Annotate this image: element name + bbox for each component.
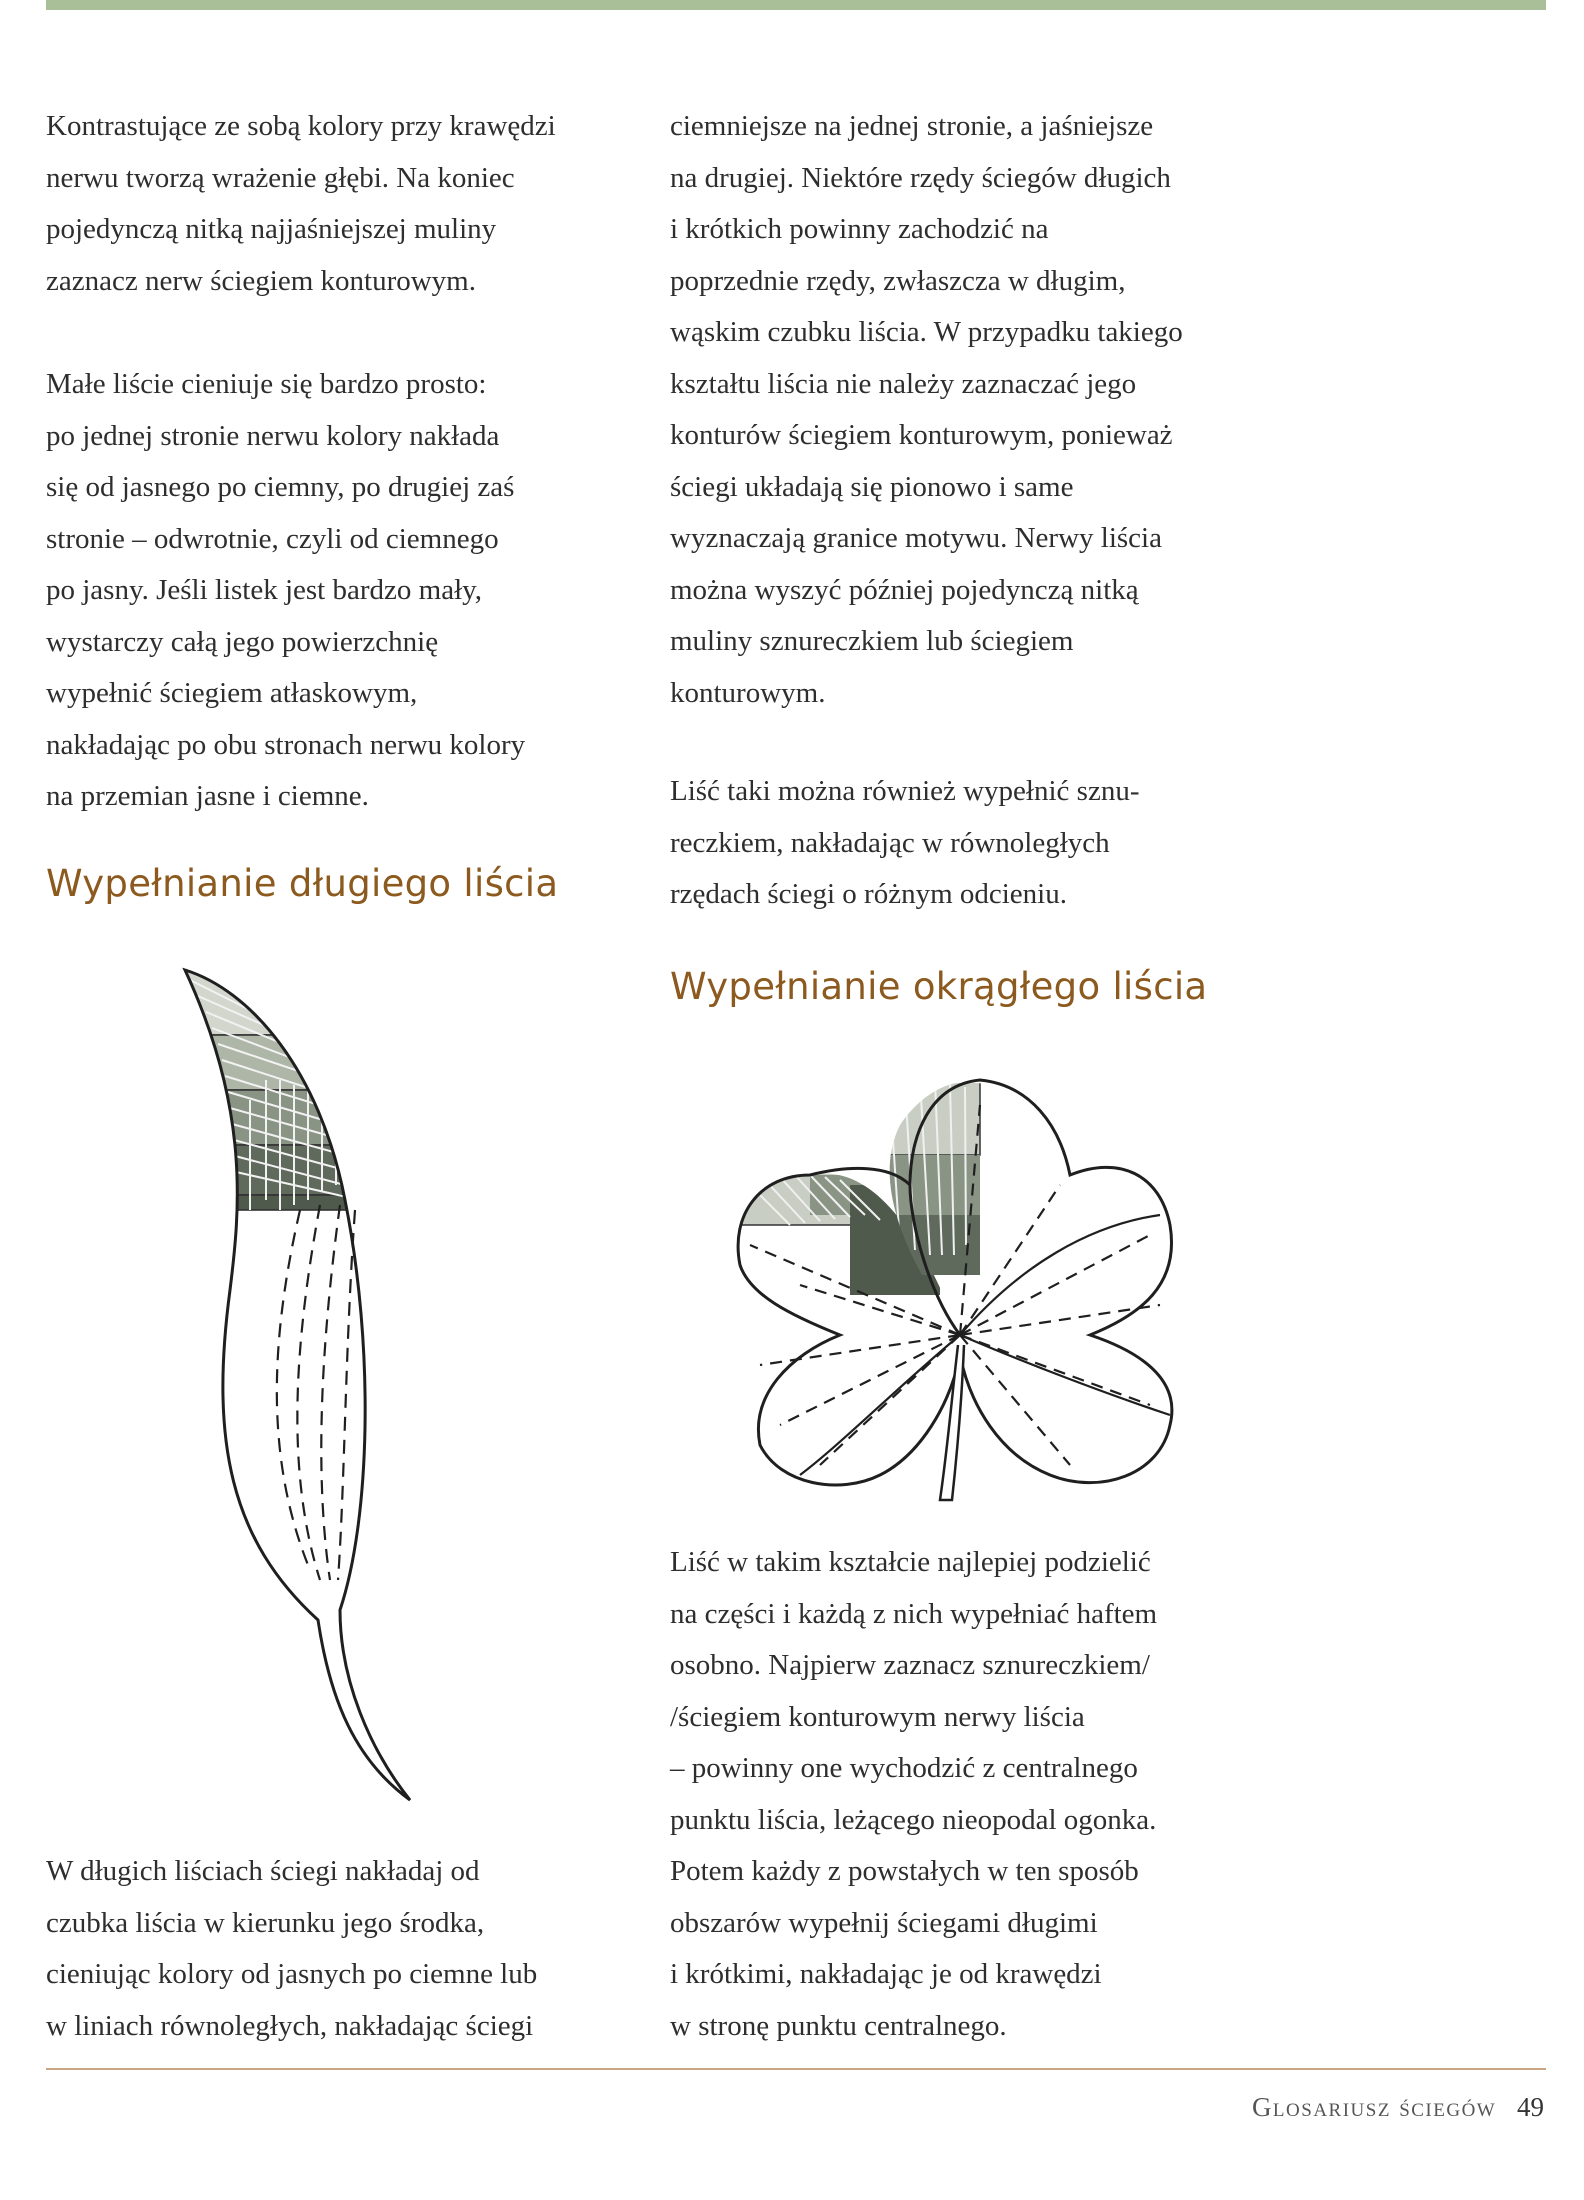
text-line: obszarów wypełnij ściegami długimi [670,1906,1098,1939]
right-column-block-2 [670,766,1310,921]
page-number: 49 [1517,2092,1544,2122]
text-line: i krótkimi, nakładając je od krawędzi [670,1958,1102,1990]
text-line: i krótkich powinny zachodzić na [670,213,1049,245]
text-line: wypełnić ściegiem atłaskowym, [46,677,418,709]
text-line: na przemian jasne i ciemne. [46,780,369,812]
text-line: można wyszyć później pojedynczą nitką [670,573,1139,606]
text-line: stronie – odwrotnie, czyli od ciemnego [46,522,499,555]
text-line: poprzednie rzędy, zwłaszcza w długim, [670,264,1126,297]
text-line: pojedynczą nitką najjaśniejszej muliny [46,213,497,245]
left-paragraph-1 [46,101,686,307]
footer-rule [46,2068,1546,2070]
right-paragraph-3 [670,1537,1310,2052]
text-line: na drugiej. Niektóre rzędy ściegów długich [670,161,1171,194]
text-line: punktu liścia, leżącego nieopodal ogonka. [670,1803,1157,1836]
left-column [46,101,686,307]
text-line: konturowym. [670,676,826,709]
text-line: Potem każdy z powstałych w ten sposób [670,1855,1139,1887]
text-line: się od jasnego po ciemny, po drugiej zaś [46,471,515,503]
text-line: ciemniejsze na jednej stronie, a jaśniejsze [670,110,1154,142]
text-line: reczkiem, nakładając w równoległych [670,826,1110,859]
text-line: ściegi układają się pionowo i same [670,470,1074,503]
text-line: W długich liściach ściegi nakładaj od [46,1855,480,1887]
text-line: Liść w takim kształcie najlepiej podzielić [670,1546,1151,1578]
text-line: nerwu tworzą wrażenie głębi. Na koniec [46,161,515,194]
section-heading-round-leaf: Wypełnianie okrągłego liścia [670,965,1208,1008]
top-color-band [46,0,1546,10]
section-heading-long-leaf: Wypełnianie długiego liścia [46,862,559,905]
text-line: nakładając po obu stronach nerwu kolory [46,728,526,761]
text-line: kształtu liścia nie należy zaznaczać jego [670,367,1137,400]
running-footer-title: Glosariusz ściegów [1251,2092,1497,2122]
left-column-block-3 [46,1846,686,2052]
text-line: zaznacz nerw ściegiem konturowym. [46,264,476,297]
text-line: po jednej stronie nerwu kolory nakłada [46,419,500,452]
left-paragraph-3 [46,1846,686,2052]
text-line: wyznaczają granice motywu. Nerwy liścia [670,522,1162,554]
vein-lines [277,1205,355,1580]
right-column [670,101,1310,719]
text-line: konturów ściegiem konturowym, ponieważ [670,419,1173,451]
page-footer [1252,2092,1544,2123]
text-line: Kontrastujące ze sobą kolory przy krawędzi [46,110,556,142]
left-paragraph-2 [46,359,686,823]
right-column-block-3 [670,1537,1310,2052]
text-line: po jasny. Jeśli listek jest bardzo mały, [46,574,482,606]
text-line: czubka liścia w kierunku jego środka, [46,1906,485,1939]
text-line: /ściegiem konturowym nerwy liścia [670,1700,1085,1733]
text-line: Małe liście cieniuje się bardzo prosto: [46,368,487,400]
left-column-block-2 [46,359,686,823]
text-line: w stronę punktu centralnego. [670,2009,1007,2042]
text-line: cieniując kolory od jasnych po ciemne lub [46,1958,538,1990]
text-line: Liść taki można również wypełnić sznu- [670,775,1140,807]
text-line: w liniach równoległych, nakładając ściegi [46,2009,534,2042]
right-paragraph-1 [670,101,1310,719]
text-line: wystarczy całą jego powierzchnię [46,625,439,658]
text-line: – powinny one wychodzić z centralnego [670,1752,1138,1784]
text-line: muliny sznureczkiem lub ściegiem [670,625,1074,657]
text-line: na części i każdą z nich wypełniać haftem [670,1597,1158,1630]
text-line: rzędach ściegi o różnym odcieniu. [670,878,1067,910]
round-leaf-illustration [730,1065,1190,1505]
long-leaf-illustration [170,960,440,1810]
text-line: wąskim czubku liścia. W przypadku takiego [670,316,1183,348]
text-line: osobno. Najpierw zaznacz sznureczkiem/ [670,1649,1150,1681]
right-paragraph-2 [670,766,1310,921]
